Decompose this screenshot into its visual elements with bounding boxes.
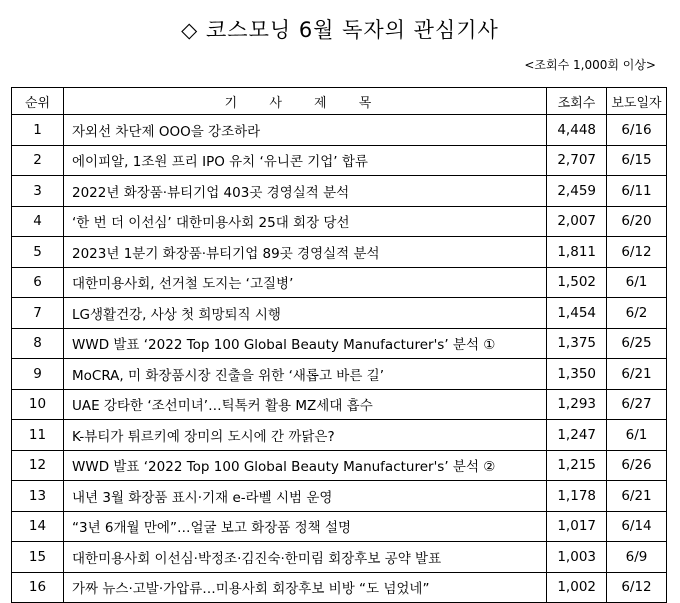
- table-row: [12, 206, 667, 237]
- view-count-cell: 1,454: [547, 298, 607, 329]
- report-date-cell: 6/27: [607, 389, 667, 420]
- view-count-cell: 2,459: [547, 176, 607, 207]
- column-header-date: 보도일자: [607, 88, 667, 115]
- rank-cell: 12: [12, 450, 64, 481]
- table-row: [12, 450, 667, 481]
- rank-cell: 4: [12, 206, 64, 237]
- table-row: [12, 328, 667, 359]
- report-date-cell: 6/20: [607, 206, 667, 237]
- table-row: [12, 115, 667, 146]
- rank-cell: 3: [12, 176, 64, 207]
- view-count-cell: 1,502: [547, 267, 607, 298]
- rank-cell: 5: [12, 237, 64, 268]
- report-date-cell: 6/26: [607, 450, 667, 481]
- article-title-cell: WWD 발표 ‘2022 Top 100 Global Beauty Manufacturer's’ 분석 ①: [64, 328, 547, 359]
- view-count-cell: 1,002: [547, 572, 607, 603]
- report-date-cell: 6/14: [607, 511, 667, 542]
- view-count-cell: 1,178: [547, 481, 607, 512]
- article-title-cell: LG생활건강, 사상 첫 희망퇴직 시행: [64, 298, 547, 329]
- article-title-cell: 자외선 차단제 OOO을 강조하라: [64, 115, 547, 146]
- report-date-cell: 6/11: [607, 176, 667, 207]
- rank-cell: 16: [12, 572, 64, 603]
- table-body: [12, 115, 667, 603]
- table-row: [12, 542, 667, 573]
- report-date-cell: 6/12: [607, 572, 667, 603]
- report-date-cell: 6/21: [607, 481, 667, 512]
- report-date-cell: 6/2: [607, 298, 667, 329]
- view-count-cell: 4,448: [547, 115, 607, 146]
- column-header-rank: 순위: [12, 88, 64, 115]
- report-date-cell: 6/25: [607, 328, 667, 359]
- page-title: ◇ 코스모닝 6월 독자의 관심기사: [181, 18, 499, 42]
- view-count-cell: 1,293: [547, 389, 607, 420]
- article-title-cell: 에이피알, 1조원 프리 IPO 유치 ‘유니콘 기업’ 합류: [64, 145, 547, 176]
- report-date-cell: 6/15: [607, 145, 667, 176]
- rank-cell: 14: [12, 511, 64, 542]
- table-row: [12, 359, 667, 390]
- article-title-cell: 가짜 뉴스·고발·가압류…미용사회 회장후보 비방 “도 넘었네”: [64, 572, 547, 603]
- view-count-cell: 1,017: [547, 511, 607, 542]
- article-title-cell: ‘한 번 더 이선심’ 대한미용사회 25대 회장 당선: [64, 206, 547, 237]
- table-row: [12, 267, 667, 298]
- rank-cell: 1: [12, 115, 64, 146]
- view-count-cell: 2,707: [547, 145, 607, 176]
- report-date-cell: 6/12: [607, 237, 667, 268]
- view-count-cell: 1,811: [547, 237, 607, 268]
- article-title-cell: K-뷰티가 튀르키예 장미의 도시에 간 까닭은?: [64, 420, 547, 451]
- table-row: [12, 298, 667, 329]
- rank-cell: 15: [12, 542, 64, 573]
- article-title-cell: 2022년 화장품·뷰티기업 403곳 경영실적 분석: [64, 176, 547, 207]
- table-row: [12, 237, 667, 268]
- view-count-cell: 1,215: [547, 450, 607, 481]
- article-title-cell: 대한미용사회 이선심·박정조·김진숙·한미림 회장후보 공약 발표: [64, 542, 547, 573]
- view-count-cell: 1,375: [547, 328, 607, 359]
- table-row: [12, 420, 667, 451]
- report-date-cell: 6/21: [607, 359, 667, 390]
- article-ranking-table: [11, 87, 667, 603]
- table-row: [12, 176, 667, 207]
- column-header-title: 기 사 제 목: [64, 88, 547, 115]
- column-header-views: 조회수: [547, 88, 607, 115]
- article-title-cell: “3년 6개월 만에”…얼굴 보고 화장품 정책 설명: [64, 511, 547, 542]
- article-title-cell: UAE 강타한 ‘조선미녀’…틱톡커 활용 MZ세대 흡수: [64, 389, 547, 420]
- table-row: [12, 481, 667, 512]
- table-header-row: [12, 88, 667, 115]
- view-count-cell: 2,007: [547, 206, 607, 237]
- article-title-cell: MoCRA, 미 화장품시장 진출을 위한 ‘새롭고 바른 길’: [64, 359, 547, 390]
- rank-cell: 9: [12, 359, 64, 390]
- view-threshold-note: <조회수 1,000회 이상>: [524, 58, 656, 72]
- table-row: [12, 389, 667, 420]
- article-title-cell: 내년 3월 화장품 표시·기재 e-라벨 시범 운영: [64, 481, 547, 512]
- article-title-cell: WWD 발표 ‘2022 Top 100 Global Beauty Manufacturer's’ 분석 ②: [64, 450, 547, 481]
- table-row: [12, 572, 667, 603]
- article-title-cell: 대한미용사회, 선거철 도지는 ‘고질병’: [64, 267, 547, 298]
- rank-cell: 8: [12, 328, 64, 359]
- report-date-cell: 6/1: [607, 267, 667, 298]
- report-date-cell: 6/16: [607, 115, 667, 146]
- rank-cell: 6: [12, 267, 64, 298]
- rank-cell: 2: [12, 145, 64, 176]
- article-title-cell: 2023년 1분기 화장품·뷰티기업 89곳 경영실적 분석: [64, 237, 547, 268]
- rank-cell: 13: [12, 481, 64, 512]
- view-count-cell: 1,003: [547, 542, 607, 573]
- table-row: [12, 145, 667, 176]
- view-count-cell: 1,247: [547, 420, 607, 451]
- report-date-cell: 6/1: [607, 420, 667, 451]
- view-count-cell: 1,350: [547, 359, 607, 390]
- rank-cell: 11: [12, 420, 64, 451]
- report-date-cell: 6/9: [607, 542, 667, 573]
- rank-cell: 10: [12, 389, 64, 420]
- table-row: [12, 511, 667, 542]
- rank-cell: 7: [12, 298, 64, 329]
